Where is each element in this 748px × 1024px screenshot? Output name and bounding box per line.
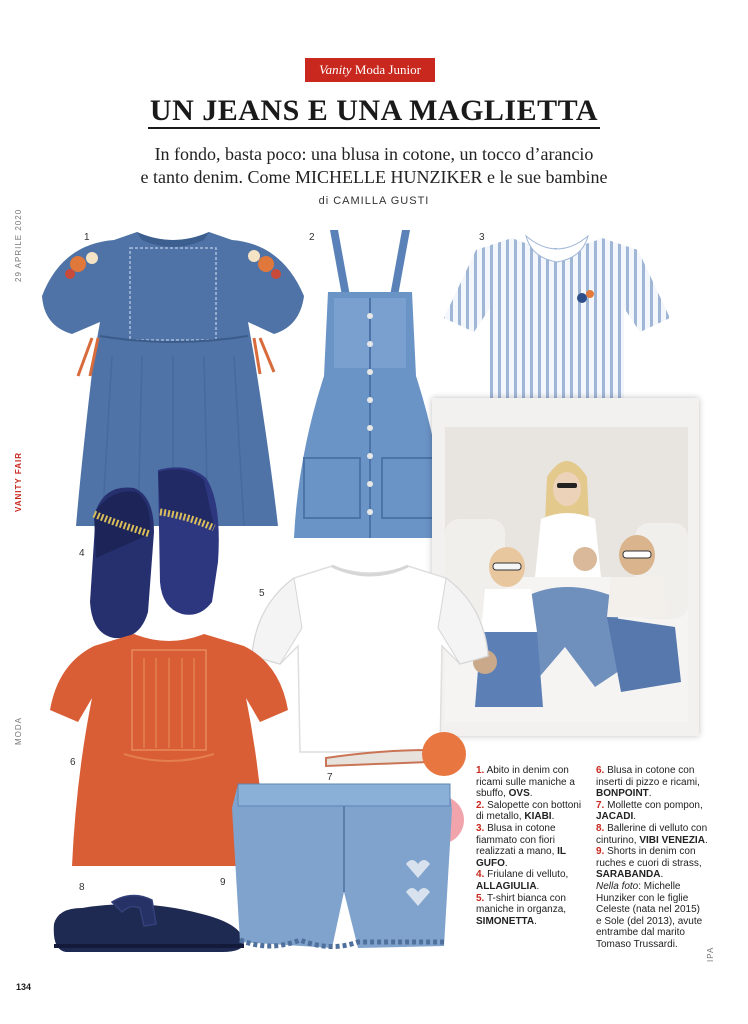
caption-item-1: 1. Abito in denim con ricami sulle maniche a sbuffo, OVS. — [476, 765, 575, 800]
caption-item-7: 7. Mollette con pompon, JACADI. — [596, 799, 703, 823]
captions-column-1 — [476, 765, 588, 927]
caption-item-5: 5. T-shirt bianca con maniche in organza, SIMONETTA. — [476, 892, 567, 927]
caption-item-8: 8. Ballerine di velluto con cinturino, VIBI VENEZIA. — [596, 822, 708, 846]
item-number-4: 4 — [79, 548, 85, 559]
item-number-1: 1 — [84, 232, 90, 243]
caption-item-4: 4. Friulane di velluto, ALLAGIULIA. — [476, 869, 569, 892]
rubric-vanity: Vanity — [319, 62, 352, 77]
standfirst-line-1: In fondo, basta poco: una blusa in cotone, un tocco d’arancio — [154, 144, 594, 164]
item-number-3: 3 — [479, 232, 485, 243]
captions-column-2 — [596, 765, 708, 951]
section-rubric — [305, 58, 435, 82]
striped-blouse-image — [442, 228, 672, 420]
caption-item-9: 9. Shorts in denim con ruches e cuori di strass, SARABANDA. — [596, 846, 702, 881]
section-name: MODA — [14, 717, 23, 745]
item-number-8: 8 — [79, 882, 85, 893]
caption-item-2: 2. Salopette con bottoni di metallo, KIABI. — [476, 799, 582, 823]
page-number: 134 — [16, 982, 32, 992]
velvet-ballerina-image — [52, 884, 246, 954]
rubric-moda-junior: Moda Junior — [354, 62, 421, 77]
item-number-6: 6 — [70, 757, 76, 768]
page-title-text: UN JEANS E UNA MAGLIETTA — [149, 94, 599, 127]
standfirst-line-2: e tanto denim. Come MICHELLE HUNZIKER e le sue bambine — [140, 167, 608, 187]
standfirst — [0, 143, 748, 189]
item-number-2: 2 — [309, 232, 315, 243]
item-number-9: 9 — [220, 877, 226, 888]
page-title — [0, 94, 748, 128]
photo-credit: IPA — [706, 946, 715, 962]
item-number-7: 7 — [327, 772, 333, 783]
photo-caption: Nella foto: Michelle Hunziker con le figlie Celeste (nata nel 2015) e Sole (del 2013), avute entrambe dal marito Tomaso Trussardi. — [596, 880, 703, 950]
item-number-5: 5 — [259, 588, 265, 599]
denim-overall-dress-image — [292, 226, 447, 542]
velvet-slippers-image — [88, 462, 224, 642]
issue-date: 29 APRILE 2020 — [14, 208, 23, 282]
magazine-name: VANITY FAIR — [14, 451, 23, 512]
caption-item-6: 6. Blusa in cotone con inserti di pizzo e ricami, BONPOINT. — [596, 765, 700, 800]
byline: di CAMILLA GUSTI — [318, 195, 430, 207]
denim-shorts-image — [230, 780, 458, 956]
caption-item-3: 3. Blusa in cotone fiammato con fiori realizzati a mano, IL GUFO. — [476, 822, 566, 869]
